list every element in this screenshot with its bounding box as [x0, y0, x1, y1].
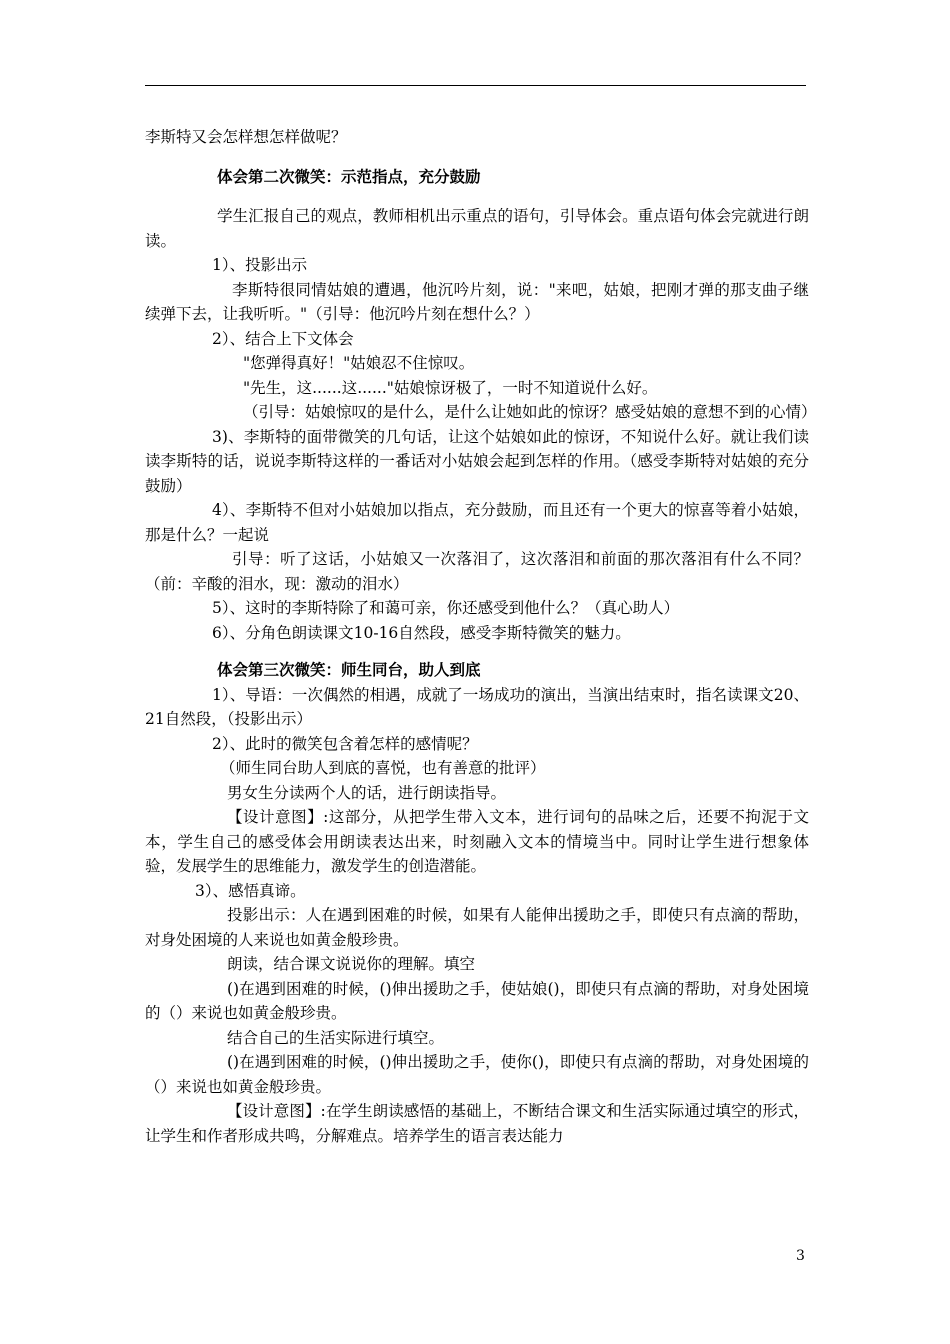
fill-blank-2: ()在遇到困难的时候，()伸出援助之手，使你()，即使只有点滴的帮助，对身处困境的（）来说也如黄金般珍贵。 [145, 1053, 809, 1096]
step-4-bigger-surprise: 4）、李斯特不但对小姑娘加以指点，充分鼓励，而且还有一个更大的惊喜等着小姑娘，那是什么？一起说 [145, 501, 809, 544]
quote-liszt-sympathy: 李斯特很同情姑娘的遭遇，他沉吟片刻，说："来吧，姑娘，把刚才弹的那支曲子继续弹下去，让我听听。"（引导：他沉吟片刻在想什么？） [145, 280, 809, 323]
step-1-introduction: 1）、导语：一次偶然的相遇，成就了一场成功的演出，当演出结束时，指名读课文20、21自然段，（投影出示） [145, 685, 809, 728]
answer-joy-criticism: （师生同台助人到底的喜悦，也有善意的批评） [220, 759, 546, 777]
paragraph-intro-question: 李斯特又会怎样想怎样做呢？ [145, 128, 347, 146]
section-heading-second-smile: 体会第二次微笑：示范指点，充分鼓励 [217, 166, 481, 186]
step-2-smile-emotion: 2）、此时的微笑包含着怎样的感情呢？ [212, 734, 478, 753]
step-2-context: 2）、结合上下文体会 [212, 329, 354, 348]
guide-girl-feeling: （引导：姑娘惊叹的是什么，是什么让她如此的惊讶？感受姑娘的意想不到的心情） [243, 403, 817, 421]
step-5-liszt-quality: 5）、这时的李斯特除了和蔼可亲，你还感受到他什么？（真心助人） [212, 599, 680, 617]
step-6-role-reading: 6）、分角色朗读课文10-16自然段，感受李斯特微笑的魅力。 [212, 623, 631, 642]
quote-girl-exclaim: "您弹得真好！"姑娘忍不住惊叹。 [243, 354, 475, 372]
step-3-realize-truth: 3）、感悟真谛。 [195, 881, 306, 900]
section-heading-third-smile: 体会第三次微笑：师生同台，助人到底 [217, 660, 481, 679]
paragraph-student-report: 学生汇报自己的观点，教师相机出示重点的语句，引导体会。重点语句体会完就进行朗读。 [145, 207, 809, 250]
design-intent-2: 【设计意图】:在学生朗读感悟的基础上，不断结合课文和生活实际通过填空的形式，让学生和作者形成共鸣，分解难点。培养学生的语言表达能力 [145, 1102, 809, 1145]
design-intent-1: 【设计意图】:这部分，从把学生带入文本，进行词句的品味之后，还要不拘泥于文本，学生自己的感受体会用朗读表达出来，时刻融入文本的情境当中。同时让学生进行想象体验，发展学生的思维能力，激发学生的创造潜能。 [145, 808, 809, 875]
document-body [145, 125, 817, 1148]
projection-truth-quote: 投影出示：人在遇到困难的时候，如果有人能伸出援助之手，即使只有点滴的帮助，对身处困境的人来说也如黄金般珍贵。 [145, 906, 809, 949]
guide-tears-difference: 引导：听了这话，小姑娘又一次落泪了，这次落泪和前面的那次落泪有什么不同？（前：辛酸的泪水，现：激动的泪水） [145, 550, 809, 593]
quote-girl-surprised: "先生，这......这......"姑娘惊讶极了，一时不知道说什么好。 [243, 378, 658, 397]
fill-blank-1: ()在遇到困难的时候，()伸出援助之手，使姑娘()，即使只有点滴的帮助，对身处困境的（）来说也如黄金般珍贵。 [145, 979, 809, 1022]
step-1-projection: 1）、投影出示 [212, 256, 308, 274]
step-3-liszt-words: 3)、李斯特的面带微笑的几句话，让这个姑娘如此的惊讶，不知说什么好。就让我们读读李斯特的话，说说李斯特这样的一番话对小姑娘会起到怎样的作用。（感受李斯特对姑娘的充分鼓励） [145, 427, 809, 495]
header-rule [145, 85, 806, 86]
real-life-fill: 结合自己的生活实际进行填空。 [227, 1028, 445, 1047]
reading-understanding: 朗读，结合课文说说你的理解。填空 [227, 955, 476, 973]
boys-girls-reading: 男女生分读两个人的话，进行朗读指导。 [227, 783, 507, 802]
page-number: 3 [796, 1248, 805, 1264]
